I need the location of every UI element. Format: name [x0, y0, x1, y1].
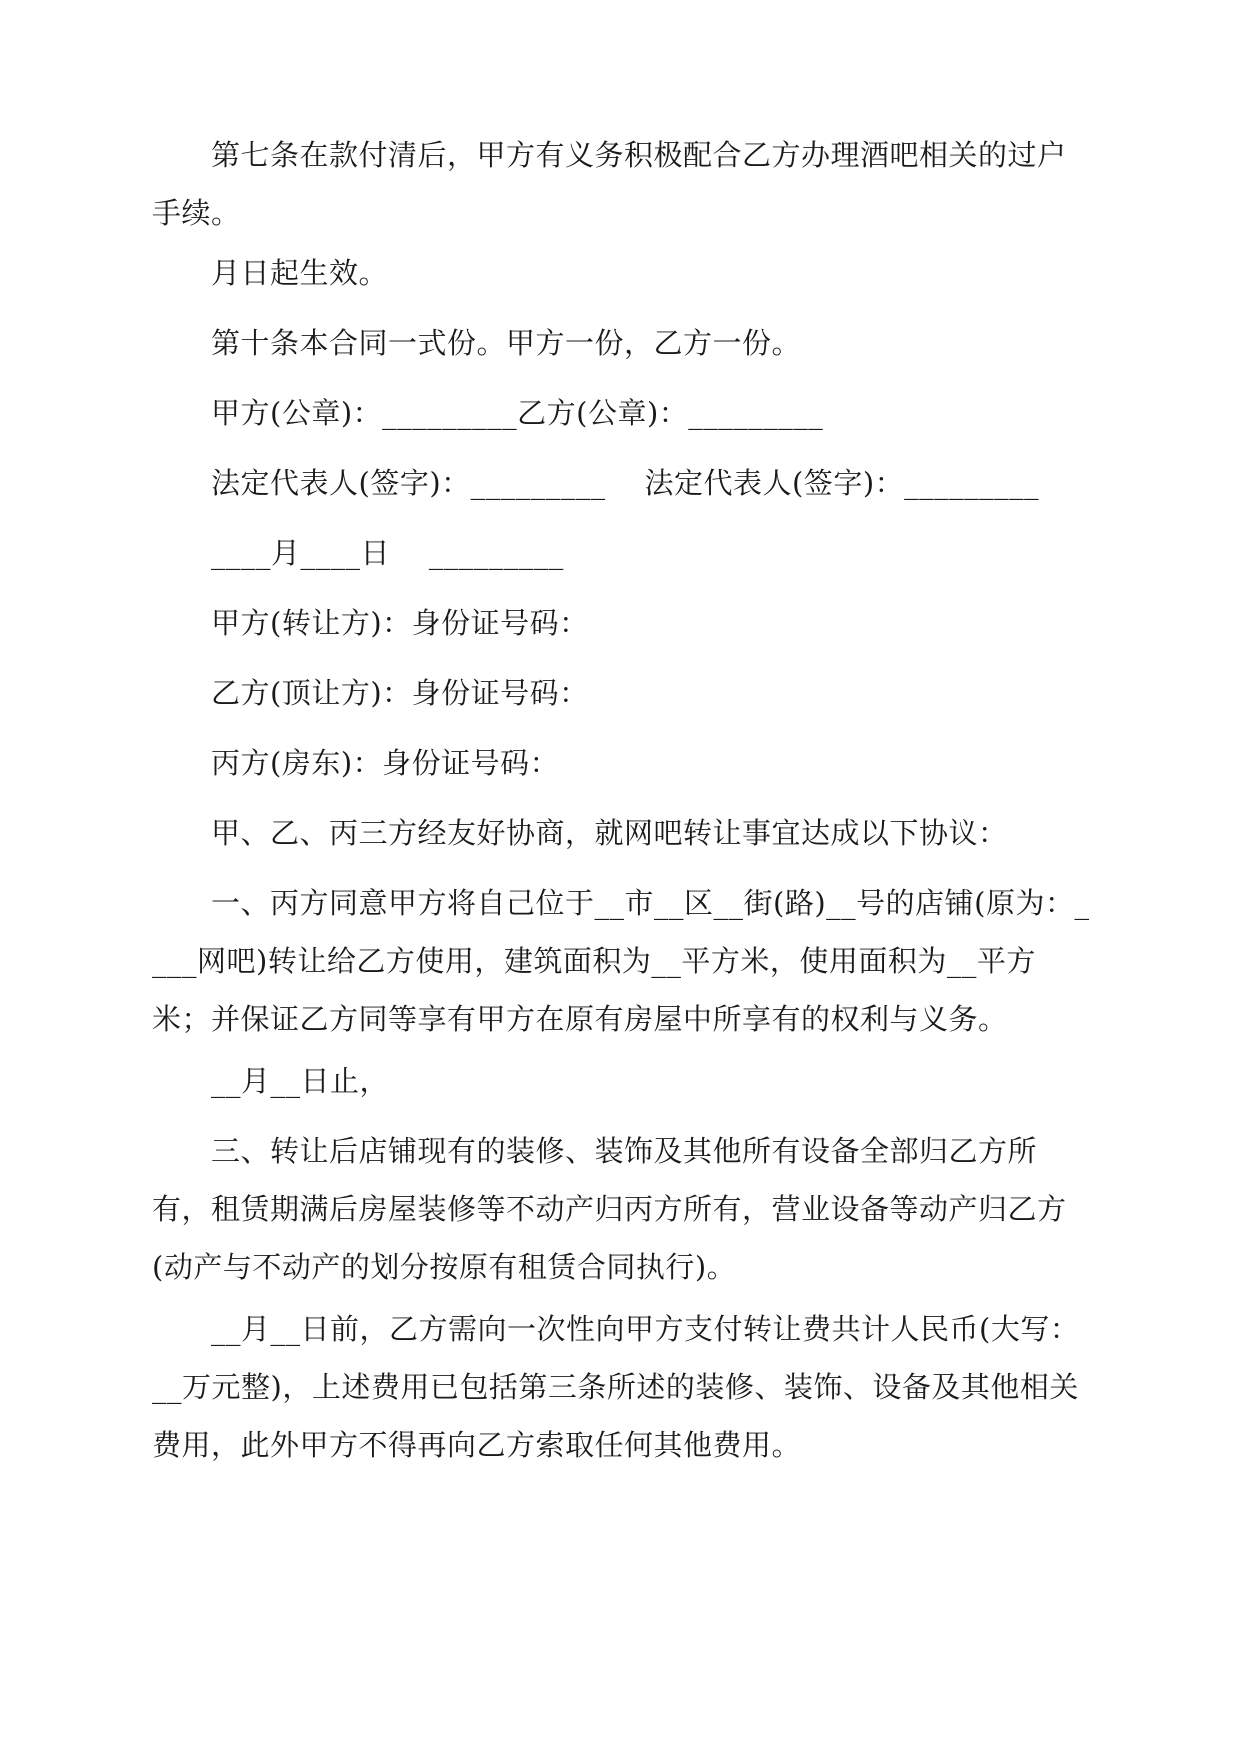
paragraph-party-seals: 甲方(公章)：_________乙方(公章)：_________: [211, 396, 824, 430]
paragraph-party-a: 甲方(转让方)：身份证号码：: [211, 606, 589, 640]
paragraph-clause-1: 一、丙方同意甲方将自己位于__市__区__街(路)__号的店铺(原为：____网吧)转让给乙方使用，建筑面积为__平方米，使用面积为__平方米；并保证乙方同等享有甲方在原有房屋中所享有的权利与义务。: [152, 886, 1090, 1036]
paragraph-agreement-intro: 甲、乙、丙三方经友好协商，就网吧转让事宜达成以下协议：: [211, 816, 1008, 850]
paragraph-article-10: 第十条本合同一式份。甲方一份，乙方一份。: [211, 326, 802, 360]
paragraph-lease-end: __月__日止，: [211, 1064, 390, 1098]
paragraph-transfer-fee: __月__日前，乙方需向一次性向甲方支付转让费共计人民币(大写：__万元整)，上述费用已包括第三条所述的装修、装饰、设备及其他相关费用，此外甲方不得再向乙方索取任何其他费用。: [152, 1312, 1080, 1462]
paragraph-signing-date: ____月____日 _________: [211, 536, 564, 570]
paragraph-effective-date: 月日起生效。: [211, 256, 389, 290]
paragraph-party-b: 乙方(顶让方)：身份证号码：: [211, 676, 589, 710]
paragraph-clause-3: 三、转让后店铺现有的装修、装饰及其他所有设备全部归乙方所有，租赁期满后房屋装修等不动产归丙方所有，营业设备等动产归乙方(动产与不动产的划分按原有租赁合同执行)。: [152, 1134, 1067, 1284]
paragraph-party-c: 丙方(房东)：身份证号码：: [211, 746, 560, 780]
paragraph-legal-representatives: 法定代表人(签字)：_________ 法定代表人(签字)：_________: [211, 466, 1040, 500]
paragraph-article-7: 第七条在款付清后，甲方有义务积极配合乙方办理酒吧相关的过户手续。: [152, 138, 1067, 230]
